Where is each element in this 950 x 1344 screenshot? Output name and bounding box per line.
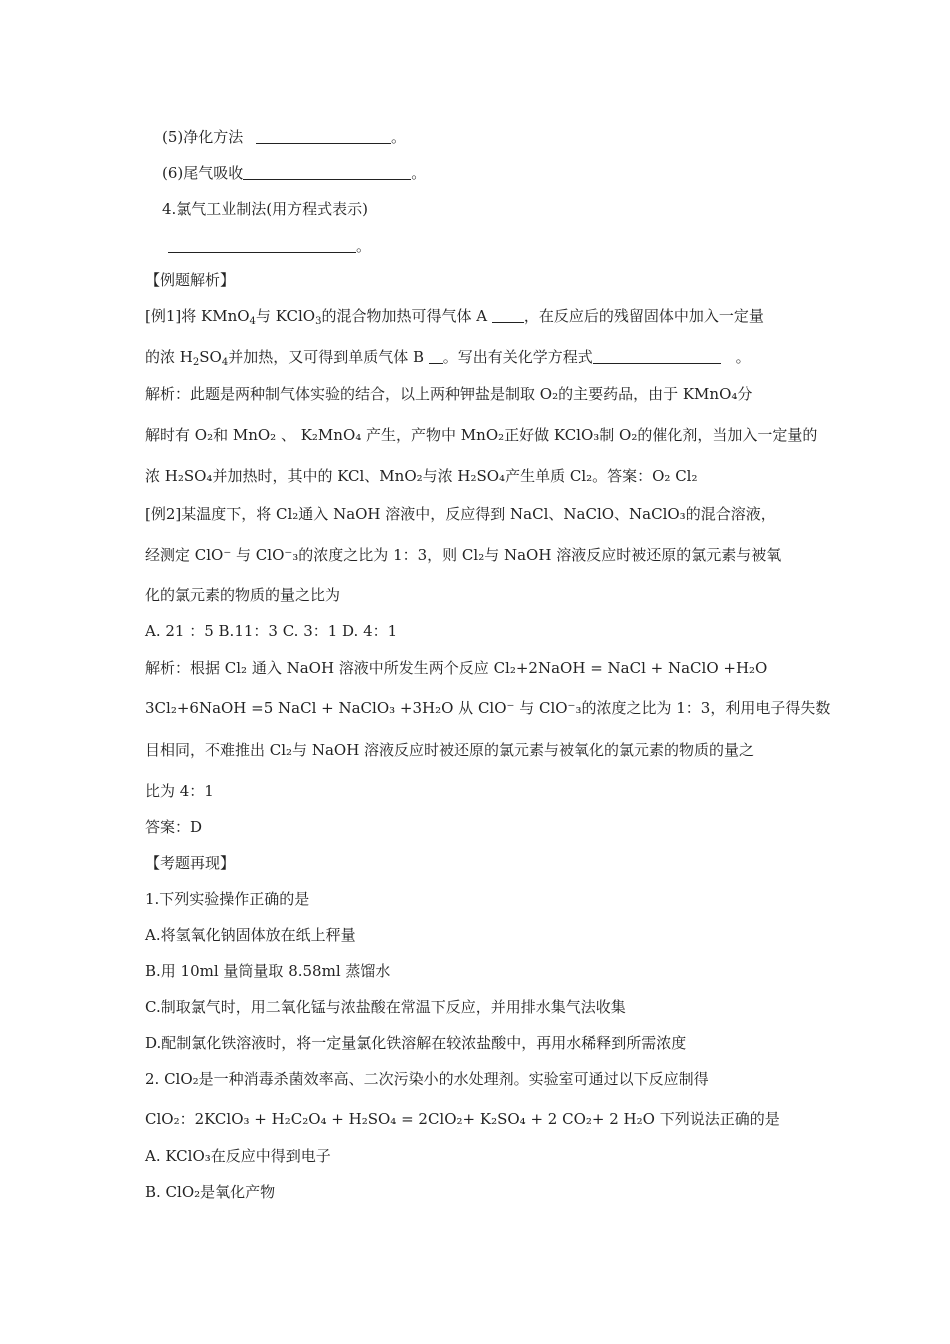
section-heading-exam: 【考题再现】 <box>145 854 236 872</box>
example1-line1: [例1]将 KMnO$_4$与 KClO$_3$的混合物加热可得气体 A ，在反应后的残留固体中加入一定量 <box>145 307 764 327</box>
question2-stem: 2. ClO₂是一种消毒杀菌效率高、二次污染小的水处理剂。实验室可通过以下反应制得 <box>145 1070 709 1088</box>
question1-option-d: D.配制氯化铁溶液时，将一定量氯化铁溶解在较浓盐酸中，再用水稀释到所需浓度 <box>145 1034 687 1052</box>
answer-blank <box>243 164 411 180</box>
question1-option-b: B.用 10ml 量筒量取 8.58ml 蒸馏水 <box>145 962 391 980</box>
analysis1-line1: 解析：此题是两种制气体实验的结合，以上两种钾盐是制取 O₂的主要药品，由于 KMnO₄分 <box>145 385 753 403</box>
question1-option-a: A.将氢氧化钠固体放在纸上秤量 <box>145 926 356 944</box>
section-heading-examples: 【例题解析】 <box>145 271 236 289</box>
analysis1-line2: 解时有 O₂和 MnO₂ 、 K₂MnO₄ 产生，产物中 MnO₂正好做 KClO₃制 O₂的催化剂，当加入一定量的 <box>145 426 818 444</box>
example2-options: A. 21 ：5 B.11：3 C. 3：1 D. 4：1 <box>145 622 398 640</box>
item-purification: (5)净化方法 。 <box>162 128 407 146</box>
question1-option-c: C.制取氯气时，用二氧化锰与浓盐酸在常温下反应，并用排水集气法收集 <box>145 998 626 1016</box>
question2-equation: ClO₂：2KClO₃ + H₂C₂O₄ + H₂SO₄ = 2ClO₂+ K₂SO₄ + 2 CO₂+ 2 H₂O 下列说法正确的是 <box>145 1110 780 1128</box>
item-industrial-blank: 。 <box>168 236 371 256</box>
answer-blank <box>593 348 721 364</box>
analysis2-line4: 比为 4：1 <box>145 782 214 800</box>
analysis1-line3: 浓 H₂SO₄并加热时，其中的 KCl、MnO₂与浓 H₂SO₄产生单质 Cl₂。答案：O₂ Cl₂ <box>145 467 698 485</box>
answer-blank <box>168 237 356 253</box>
example2-line2: 经测定 ClO⁻ 与 ClO⁻₃的浓度之比为 1：3，则 Cl₂与 NaOH 溶液反应时被还原的氯元素与被氧 <box>145 546 782 564</box>
question2-option-b: B. ClO₂是氧化产物 <box>145 1183 276 1201</box>
item-tail-gas: (6)尾气吸收 。 <box>162 164 427 182</box>
analysis2-line3: 目相同，不难推出 Cl₂与 NaOH 溶液反应时被还原的氯元素与被氧化的氯元素的物质的量之 <box>145 741 755 759</box>
analysis2-line1: 解析：根据 Cl₂ 通入 NaOH 溶液中所发生两个反应 Cl₂+2NaOH = NaCl + NaClO +H₂O <box>145 659 768 677</box>
answer-blank <box>492 307 524 323</box>
question1-stem: 1.下列实验操作正确的是 <box>145 890 310 908</box>
question2-option-a: A. KClO₃在反应中得到电子 <box>145 1147 331 1165</box>
answer-blank <box>429 348 443 364</box>
item-industrial: 4.氯气工业制法(用方程式表示) <box>162 200 369 218</box>
example2-line1: [例2]某温度下，将 Cl₂通入 NaOH 溶液中，反应得到 NaCl、NaClO、NaClO₃的混合溶液， <box>145 505 776 523</box>
analysis2-line2: 3Cl₂+6NaOH =5 NaCl + NaClO₃ +3H₂O 从 ClO⁻ 与 ClO⁻₃的浓度之比为 1：3，利用电子得失数 <box>145 699 831 717</box>
answer-blank <box>256 128 391 144</box>
example2-line3: 化的氯元素的物质的量之比为 <box>145 586 341 604</box>
example2-answer: 答案：D <box>145 818 203 836</box>
example1-line2: 的浓 $H_2SO_4$并加热，又可得到单质气体 B 。写出有关化学方程式 。 <box>145 348 751 368</box>
